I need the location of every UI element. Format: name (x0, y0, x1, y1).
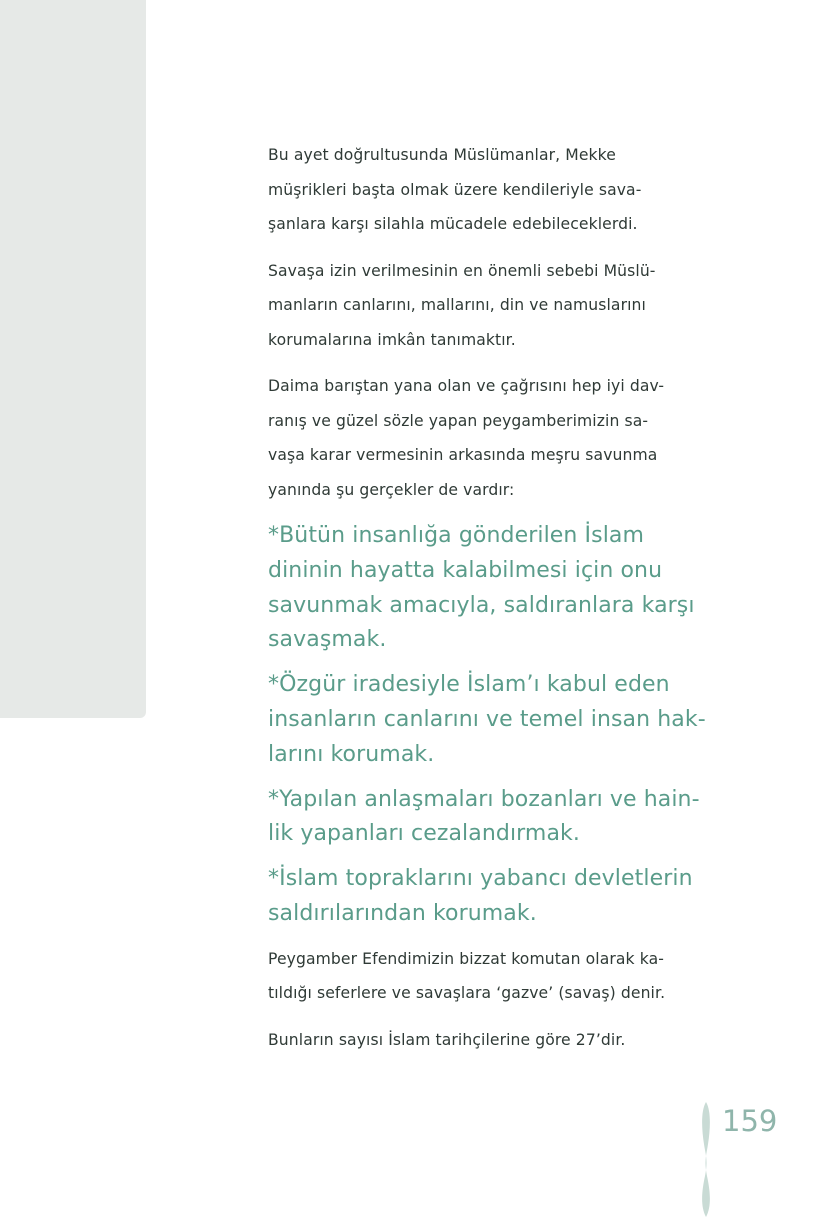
text-line: tıldığı seferlere ve savaşlara ‘gazve’ (savaş) denir. (268, 984, 666, 1003)
side-panel (0, 0, 146, 718)
bullet-line: savaşmak. (268, 627, 387, 653)
highlight-bullet (268, 862, 698, 932)
bullet-line: *Bütün insanlığa gönderilen İslam (268, 523, 645, 548)
page-marker-ornament (695, 1102, 717, 1217)
paragraph (268, 138, 698, 242)
text-line: Peygamber Efendimizin bizzat komutan olarak ka- (268, 949, 664, 968)
text-line: şanlara karşı silahla mücadele edebileceklerdi. (268, 215, 638, 233)
page-number: 159 (722, 1104, 778, 1138)
text-line: ranış ve güzel sözle yapan peygamberimizin sa- (268, 411, 649, 430)
paragraph (268, 254, 698, 358)
paragraph (268, 1023, 698, 1058)
bullet-line: savunmak amacıyla, saldıranlara karşı (268, 592, 695, 618)
bullet-line: *Özgür iradesiyle İslam’ı kabul eden (268, 672, 670, 698)
text-line: korumalarına imkân tanımaktır. (268, 330, 516, 349)
paragraph (268, 369, 698, 507)
highlight-bullet (268, 668, 706, 772)
text-line: Daima barıştan yana olan ve çağrısını hep iyi dav- (268, 377, 665, 395)
bullet-line: *İslam topraklarını yabancı devletlerin (268, 866, 693, 892)
bullet-line: *Yapılan anlaşmaları bozanları ve hain- (268, 786, 700, 812)
bullet-line: insanların canlarını ve temel insan hak- (268, 706, 706, 732)
text-line: vaşa karar vermesinin arkasında meşru savunma (268, 446, 658, 464)
bullet-line: saldırılarından korumak. (268, 900, 537, 926)
bullet-line: lik yapanları cezalandırmak. (268, 821, 580, 847)
text-line: müşrikleri başta olmak üzere kendileriyle sava- (268, 180, 642, 199)
bullet-line: dininin hayatta kalabilmesi için onu (268, 557, 663, 583)
page-content (268, 138, 706, 1069)
text-line: yanında şu gerçekler de vardır: (268, 480, 515, 499)
highlight-bullet (268, 519, 698, 658)
highlight-bullet (268, 783, 698, 853)
paragraph (268, 942, 698, 1011)
bullet-line: larını korumak. (268, 741, 435, 767)
text-line: Bu ayet doğrultusunda Müslümanlar, Mekke (268, 146, 616, 164)
text-line: Savaşa izin verilmesinin en önemli sebebi Müslü- (268, 261, 656, 280)
text-line: manların canlarını, mallarını, din ve namuslarını (268, 296, 646, 314)
text-line: Bunların sayısı İslam tarihçilerine göre 27’dir. (268, 1030, 626, 1049)
